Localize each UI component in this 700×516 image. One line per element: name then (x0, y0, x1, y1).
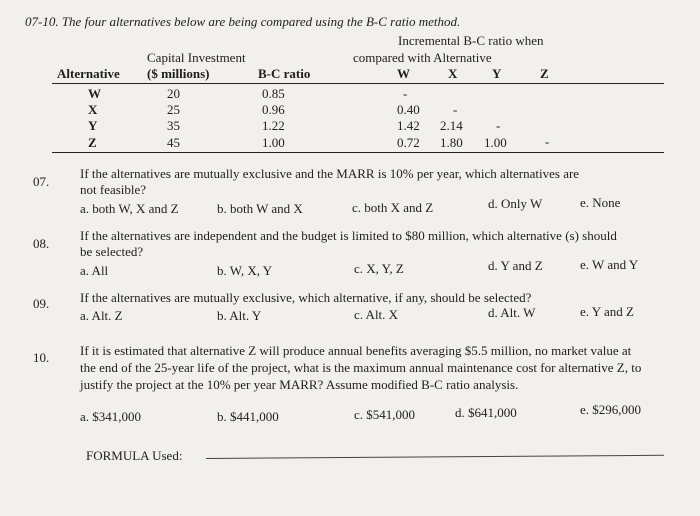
row-w-alt: W (88, 86, 101, 101)
row-x-incr-w: 0.40 (397, 102, 420, 117)
formula-answer-line[interactable] (206, 455, 664, 459)
q09-option-b[interactable]: b. Alt. Y (217, 308, 262, 323)
q10-text-line3: justify the project at the 10% per year MARR? Assume modified B-C ratio analysis. (80, 377, 519, 392)
row-z-incr-x: 1.80 (440, 135, 463, 150)
capital-header-line2: ($ millions) (147, 66, 210, 81)
row-x-capital: 25 (167, 102, 180, 117)
row-z-incr-y: 1.00 (484, 135, 507, 150)
q10-option-c[interactable]: c. $541,000 (354, 407, 416, 422)
row-y-incr-y: - (496, 118, 501, 133)
q07-number: 07. (33, 174, 50, 189)
q07-option-a[interactable]: a. both W, X and Z (80, 201, 179, 216)
row-y-capital: 35 (167, 118, 180, 133)
row-w-bc: 0.85 (262, 86, 285, 101)
q09-option-d[interactable]: d. Alt. W (488, 305, 536, 320)
q08-text-line2: be selected? (80, 244, 144, 259)
q10-option-d[interactable]: d. $641,000 (455, 405, 517, 420)
row-w-capital: 20 (167, 86, 180, 101)
row-x-bc: 0.96 (262, 102, 285, 117)
q10-number: 10. (33, 350, 50, 365)
q10-option-e[interactable]: e. $296,000 (580, 402, 642, 417)
row-z-capital: 45 (167, 135, 180, 150)
q09-text-line1: If the alternatives are mutually exclusive, which alternative, if any, should be selected? (80, 290, 532, 305)
table-bottom-rule (52, 152, 664, 153)
q07-option-c[interactable]: c. both X and Z (352, 200, 434, 215)
q07-text-line2: not feasible? (80, 182, 147, 197)
alternative-header: Alternative (57, 66, 120, 81)
bc-ratio-header: B-C ratio (258, 66, 311, 81)
q10-text-line2: the end of the 25-year life of the project, what is the maximum annual maintenance cost for alternative Z, to (80, 360, 642, 375)
q09-option-e[interactable]: e. Y and Z (580, 304, 634, 319)
q09-number: 09. (33, 296, 50, 311)
problem-title: 07-10. The four alternatives below are being compared using the B-C ratio method. (25, 14, 461, 29)
incr-col-z: Z (540, 66, 549, 81)
q10-option-b[interactable]: b. $441,000 (217, 409, 279, 424)
q08-number: 08. (33, 236, 50, 251)
incremental-header-line2: compared with Alternative (353, 50, 492, 65)
q07-text-line1: If the alternatives are mutually exclusive and the MARR is 10% per year, which alternatives are (80, 166, 580, 181)
row-y-bc: 1.22 (262, 118, 285, 133)
row-y-incr-w: 1.42 (397, 118, 420, 133)
row-x-alt: X (88, 102, 98, 117)
q08-text-line1: If the alternatives are independent and the budget is limited to $80 million, which alternative (s) should (80, 228, 617, 243)
q09-option-c[interactable]: c. Alt. X (354, 307, 399, 322)
q08-option-d[interactable]: d. Y and Z (488, 258, 543, 273)
formula-label: FORMULA Used: (86, 448, 183, 463)
q08-option-e[interactable]: e. W and Y (580, 257, 639, 272)
incr-col-y: Y (492, 66, 502, 81)
q08-option-a[interactable]: a. All (80, 263, 109, 278)
incr-col-x: X (448, 66, 458, 81)
row-z-bc: 1.00 (262, 135, 285, 150)
q08-option-c[interactable]: c. X, Y, Z (354, 261, 404, 276)
row-z-alt: Z (88, 135, 97, 150)
q07-option-d[interactable]: d. Only W (488, 196, 543, 211)
table-header-rule (52, 83, 664, 84)
q07-option-e[interactable]: e. None (580, 195, 621, 210)
incremental-header-line1: Incremental B-C ratio when (398, 33, 544, 48)
row-x-incr-x: - (453, 102, 458, 117)
row-w-incr-w: - (403, 86, 408, 101)
row-y-alt: Y (88, 118, 98, 133)
q08-option-b[interactable]: b. W, X, Y (217, 263, 273, 278)
capital-header-line1: Capital Investment (147, 50, 246, 65)
q09-option-a[interactable]: a. Alt. Z (80, 308, 123, 323)
q07-option-b[interactable]: b. both W and X (217, 201, 303, 216)
q10-option-a[interactable]: a. $341,000 (80, 409, 142, 424)
incr-col-w: W (397, 66, 410, 81)
q10-text-line1: If it is estimated that alternative Z will produce annual benefits averaging $5.5 million, no market value at (80, 343, 632, 358)
row-z-incr-w: 0.72 (397, 135, 420, 150)
row-y-incr-x: 2.14 (440, 118, 463, 133)
row-z-incr-z: - (545, 134, 550, 149)
